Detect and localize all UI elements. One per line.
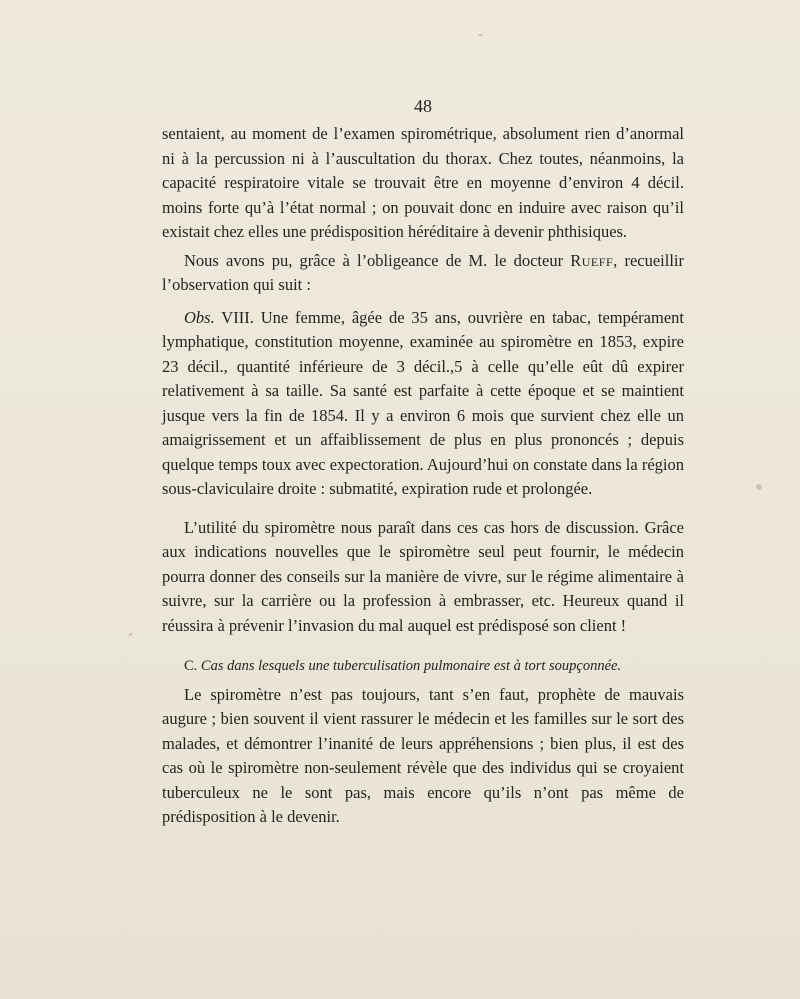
- section-letter: C.: [184, 658, 198, 674]
- paper-speck: [478, 34, 483, 36]
- observation-text: VIII. Une femme, âgée de 35 ans, ouvrière en tabac, tempérament lymphatique, constitution moyenne, examinée au spiromètre en 1853, expire 23 décil., quantité inférieure de 3 décil.,5 à celle qu’elle eût dû expirer relativement à sa taille. Sa santé est parfaite à cette époque et se maintient jusque vers la fin de 1854. Il y a environ 6 mois que survient chez elle un amaigrissement et un affaiblissement de plus en plus prononcés ; depuis quelque temps toux avec expectoration. Aujourd’hui on constate dans la région sous-claviculaire droite : submatité, expiration rude et prolongée.: [162, 307, 684, 498]
- observation-label: Obs.: [184, 307, 215, 327]
- page-number: 48: [414, 96, 432, 116]
- section-title: Cas dans lesquels une tuberculisation pulmonaire est à tort soupçonnée.: [197, 658, 622, 674]
- paragraph-2: [162, 249, 684, 298]
- paper-speck: [756, 484, 762, 490]
- paragraph-2-start: Nous avons pu, grâce à l’obligeance de M. le docteur: [184, 250, 571, 270]
- doctor-name: Rueff: [570, 250, 614, 270]
- paper-speck: [129, 633, 132, 636]
- paragraph-1: sentaient, au moment de l’examen spirométrique, absolument rien d’anormal ni à la percussion ni à l’auscultation du thorax. Chez toutes, néanmoins, la capacité respiratoire vitale se trouvait être en moyenne d’environ 4 décil. moins forte qu’à l’état normal ; on pouvait donc en induire avec raison qu’il existait chez elles une prédisposition héréditaire à devenir phthisiques.: [162, 124, 684, 241]
- page-text: [162, 94, 684, 830]
- paragraph-5: Le spiromètre n’est pas toujours, tant s’en faut, prophète de mauvais augure ; bien souvent il vient rassurer le médecin et les familles sur le sort des malades, et démontrer l’inanité de leurs appréhensions ; bien plus, il est des cas où le spiromètre non-seulement révèle que des individus qui se croyaient tuberculeux ne le sont pas, mais encore qu’ils n’ont pas même de prédisposition à le devenir.: [162, 684, 684, 826]
- paragraph-2-end: , recueillir l’observation qui suit :: [162, 250, 684, 294]
- section-heading: [162, 654, 684, 679]
- observation-paragraph: [162, 306, 684, 502]
- paragraph-4: L’utilité du spiromètre nous paraît dans ces cas hors de discussion. Grâce aux indications nouvelles que le spiromètre seul peut fournir, le médecin pourra donner des conseils sur la manière de vivre, sur le régime alimentaire à suivre, sur la carrière ou la profession à embrasser, etc. Heureux quand il réussira à prévenir l’invasion du mal auquel est prédisposé son client !: [162, 517, 684, 635]
